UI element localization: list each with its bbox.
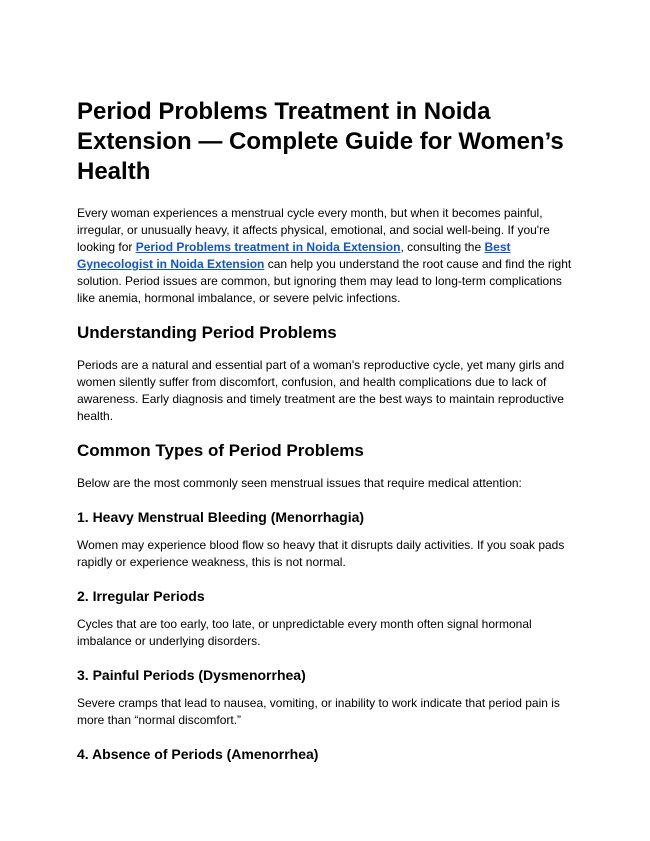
section-understanding-period-problems <box>77 323 573 425</box>
section-heading-common-types: Common Types of Period Problems <box>77 441 364 460</box>
intro-text-1: Every woman experiences a menstrual cycle every month, but when it becomes painful, irregular, or unusually heavy, it affects physical, emotional, and social well-being. If you're looking for <box>77 206 550 254</box>
subsection-heading-1: 1. Heavy Menstrual Bleeding (Menorrhagia) <box>77 509 365 525</box>
subsection-irregular-periods <box>77 587 573 650</box>
section-common-types <box>77 441 573 763</box>
link-best-gynecologist[interactable]: Best Gynecologist in Noida Extension <box>77 240 511 271</box>
subsection-heading-3: 3. Painful Periods (Dysmenorrhea) <box>77 667 306 683</box>
subsection-heading-4: 4. Absence of Periods (Amenorrhea) <box>77 746 319 762</box>
section-body-understanding: Periods are a natural and essential part of a woman's reproductive cycle, yet many girls and women silently suffer from discomfort, confusion, and health complications due to lack of awareness. Early diagnosis and timely treatment are the best ways to maintain reproductive health. <box>77 358 565 423</box>
link-period-problems-treatment[interactable]: Period Problems treatment in Noida Extension <box>135 240 401 254</box>
intro-text-3: can help you understand the root cause and find the right solution. Period issues are common, but ignoring them may lead to long-term complications like anemia, hormonal imbalance, or severe pelvic infections. <box>77 257 572 305</box>
subsection-body-1: Women may experience blood flow so heavy that it disrupts daily activities. If you soak pads rapidly or experience weakness, this is not normal. <box>77 538 565 569</box>
subsection-painful-periods <box>77 666 573 729</box>
subsection-heavy-menstrual-bleeding <box>77 508 573 571</box>
section-intro-common-types: Below are the most commonly seen menstrual issues that require medical attention: <box>77 476 522 490</box>
intro-text-2: , consulting the <box>400 240 485 254</box>
subsection-body-2: Cycles that are too early, too late, or unpredictable every month often signal hormonal imbalance or underlying disorders. <box>77 617 532 648</box>
article-title: Period Problems Treatment in Noida Extension — Complete Guide for Women’s Health <box>77 98 564 185</box>
section-heading-understanding: Understanding Period Problems <box>77 323 337 342</box>
intro-paragraph <box>77 205 573 307</box>
subsection-absence-of-periods <box>77 745 573 763</box>
subsection-body-3: Severe cramps that lead to nausea, vomiting, or inability to work indicate that period pain is more than “normal discomfort.” <box>77 696 560 727</box>
subsection-heading-2: 2. Irregular Periods <box>77 588 205 604</box>
